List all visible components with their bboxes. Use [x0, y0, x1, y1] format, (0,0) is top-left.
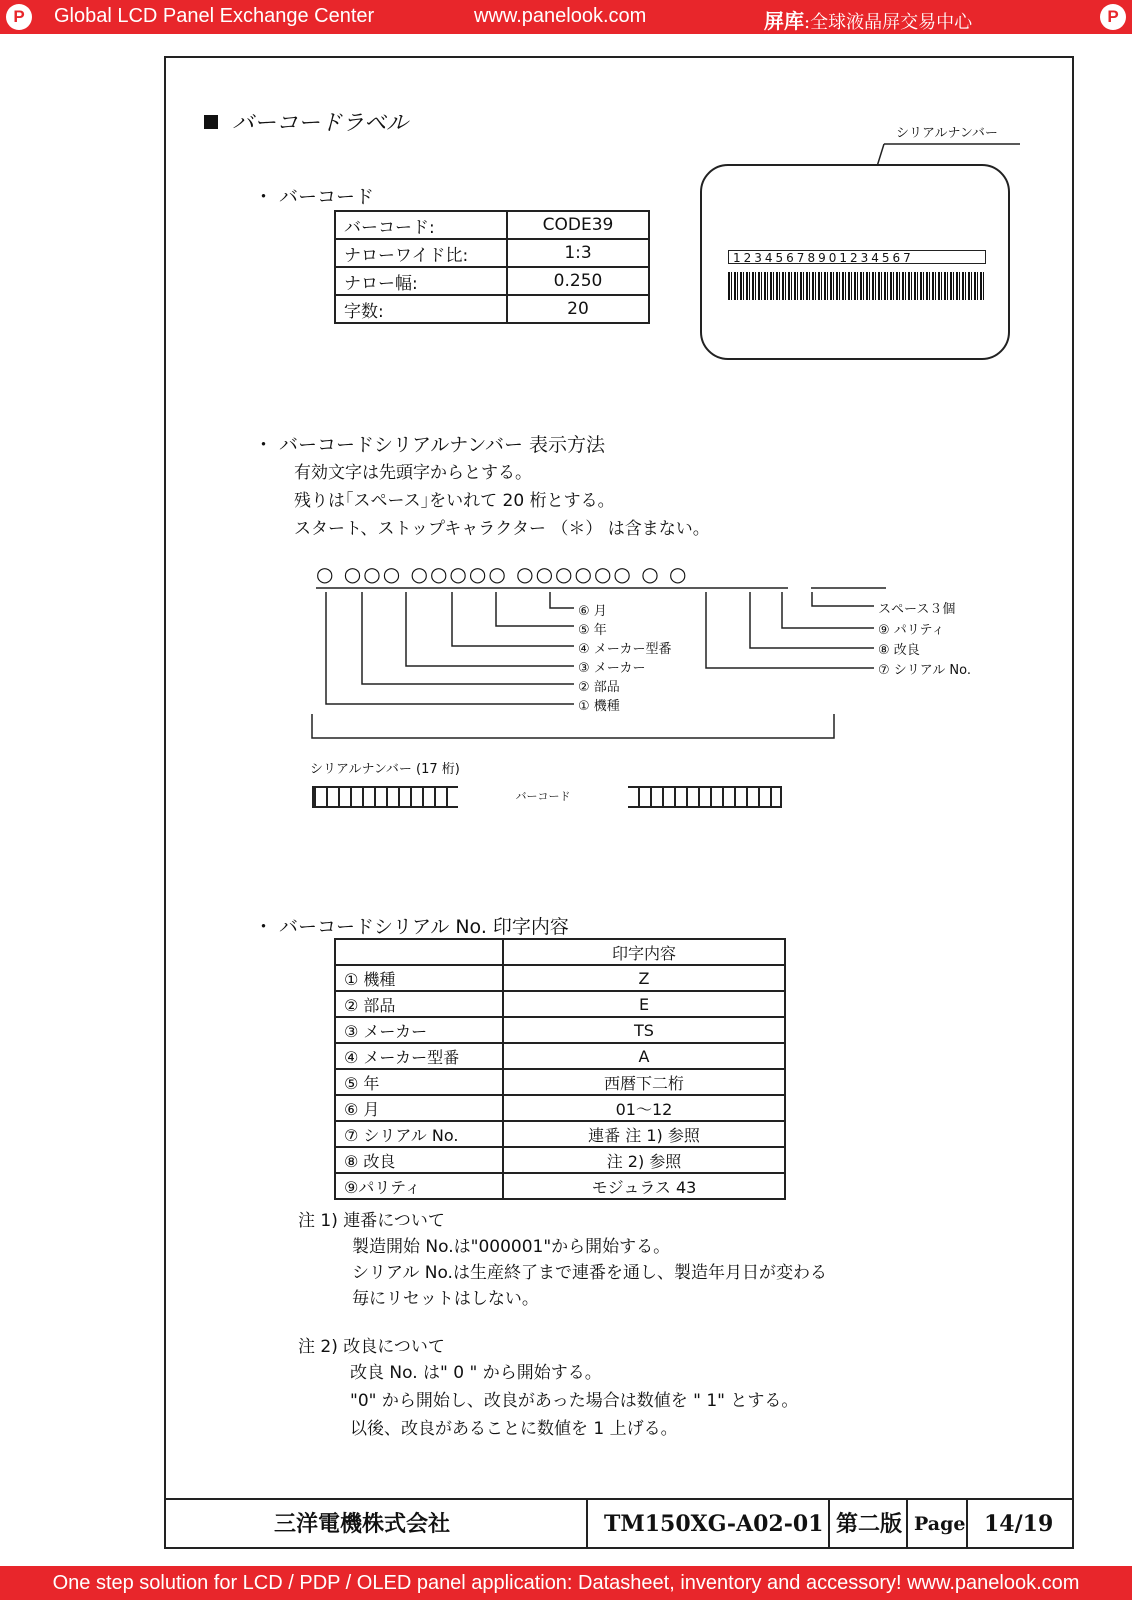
label-digits: 12345678901234567: [728, 250, 986, 264]
print-item: ③ メーカー: [335, 1017, 503, 1043]
print-value: TS: [503, 1017, 785, 1043]
spec-value: 20: [507, 295, 649, 323]
document-page: [164, 56, 1074, 1549]
print-item: ⑤ 年: [335, 1069, 503, 1095]
bottom-banner[interactable]: One step solution for LCD / PDP / OLED panel application: Datasheet, inventory and accessory! www.panelook.com: [0, 1566, 1132, 1600]
section-title-text: バーコードラベル: [232, 111, 409, 136]
note1-line: 毎にリセットはしない。: [352, 1289, 539, 1309]
page-label: Page: [914, 1513, 966, 1535]
serial-17-label: シリアルナンバー (17 桁): [310, 762, 460, 777]
table-header-row: [335, 939, 785, 965]
print-item: ⑥ 月: [335, 1095, 503, 1121]
spec-label: バーコード:: [335, 211, 507, 239]
banner-cn-text: :全球液晶屏交易中心: [804, 12, 973, 33]
diagram-label-model: ④ メーカー型番: [578, 642, 672, 657]
table-row: [335, 1069, 785, 1095]
diagram-label-serial: ⑦ シリアル No.: [878, 663, 971, 678]
serial-line: 残りは｢スペース｣をいれて 20 桁とする。: [294, 491, 615, 511]
panelook-logo-icon-right: P: [1100, 4, 1126, 30]
document-footer: [166, 1498, 1072, 1549]
print-value: 連番 注 1) 参照: [503, 1121, 785, 1147]
footer-divider: [828, 1500, 830, 1549]
serial-bar-label: バーコード: [458, 786, 628, 808]
spec-value: 0.250: [507, 267, 649, 295]
print-value: E: [503, 991, 785, 1017]
table-row: [335, 1043, 785, 1069]
print-item: ④ メーカー型番: [335, 1043, 503, 1069]
table-row: [335, 1095, 785, 1121]
print-item: ⑦ シリアル No.: [335, 1121, 503, 1147]
print-item: ⑨パリティ: [335, 1173, 503, 1199]
diagram-label-parity: ⑨ パリティ: [878, 623, 945, 638]
serial-line: スタート、ストップキャラクター （＊） は含まない。: [294, 519, 710, 539]
note2-line: 改良 No. は" 0 " から開始する。: [350, 1363, 602, 1383]
spec-value: 1:3: [507, 239, 649, 267]
banner-title: Global LCD Panel Exchange Center: [54, 5, 375, 27]
table-row: [335, 1121, 785, 1147]
note2-line: 以後、改良があることに数値を 1 上げる。: [350, 1419, 678, 1439]
diagram-label-year: ⑤ 年: [578, 623, 607, 638]
print-value: Z: [503, 965, 785, 991]
print-item: ② 部品: [335, 991, 503, 1017]
note1-line: シリアル No.は生産終了まで連番を通し、製造年月日が変わる: [352, 1263, 827, 1283]
top-banner: [0, 0, 1132, 34]
diagram-label-type: ① 機種: [578, 699, 620, 714]
print-value: 西暦下二桁: [503, 1069, 785, 1095]
diagram-label-part: ② 部品: [578, 680, 620, 695]
print-value: 01～12: [503, 1095, 785, 1121]
diagram-label-maker: ③ メーカー: [578, 661, 646, 676]
spec-label: 字数:: [335, 295, 507, 323]
spec-label: ナローワイド比:: [335, 239, 507, 267]
footer-divider: [966, 1500, 968, 1549]
footer-divider: [906, 1500, 908, 1549]
banner-url[interactable]: www.panelook.com: [474, 5, 647, 27]
banner-cn-title: [764, 5, 972, 34]
table-row: [335, 1173, 785, 1199]
print-value: 注 2) 参照: [503, 1147, 785, 1173]
barcode-heading: ・ バーコード: [254, 186, 375, 208]
page-number: 14/19: [984, 1511, 1054, 1537]
print-value: モジュラス 43: [503, 1173, 785, 1199]
note1-title: 注 1) 連番について: [298, 1211, 445, 1231]
print-value: A: [503, 1043, 785, 1069]
diagram-circles: ○ ○○○ ○○○○○ ○○○○○○ ○ ○: [316, 562, 689, 586]
print-header: 印字内容: [503, 939, 785, 965]
panelook-logo-icon: P: [6, 4, 32, 30]
print-heading: ・ バーコードシリアル No. 印字内容: [254, 916, 569, 938]
serial-heading: ・ バーコードシリアルナンバー 表示方法: [254, 434, 606, 456]
diagram-label-revision: ⑧ 改良: [878, 643, 920, 658]
serial-line: 有効文字は先頭字からとする。: [294, 463, 532, 483]
company-name: 三洋電機株式会社: [274, 1511, 451, 1537]
label-callout-text: シリアルナンバー: [896, 126, 998, 141]
table-row: [335, 1017, 785, 1043]
footer-divider: [586, 1500, 588, 1549]
print-item: ① 機種: [335, 965, 503, 991]
table-row: [335, 991, 785, 1017]
edition: 第二版: [836, 1511, 903, 1537]
document-number: TM150XG-A02-01: [604, 1511, 824, 1537]
diagram-label-spaces: スペース３個: [878, 602, 956, 617]
spec-label: ナロー幅:: [335, 267, 507, 295]
serial-boxes: [312, 786, 782, 808]
print-content-table: [334, 938, 786, 1200]
note1-line: 製造開始 No.は"000001"から開始する。: [352, 1237, 671, 1257]
note2-title: 注 2) 改良について: [298, 1337, 445, 1357]
spec-value: CODE39: [507, 211, 649, 239]
table-row: [335, 1147, 785, 1173]
diagram-label-month: ⑥ 月: [578, 604, 607, 619]
print-item: ⑧ 改良: [335, 1147, 503, 1173]
note2-line: "0" から開始し、改良があった場合は数値を " 1" とする。: [350, 1391, 799, 1411]
banner-cn-bold: 屏库: [764, 11, 804, 33]
table-row: [335, 965, 785, 991]
